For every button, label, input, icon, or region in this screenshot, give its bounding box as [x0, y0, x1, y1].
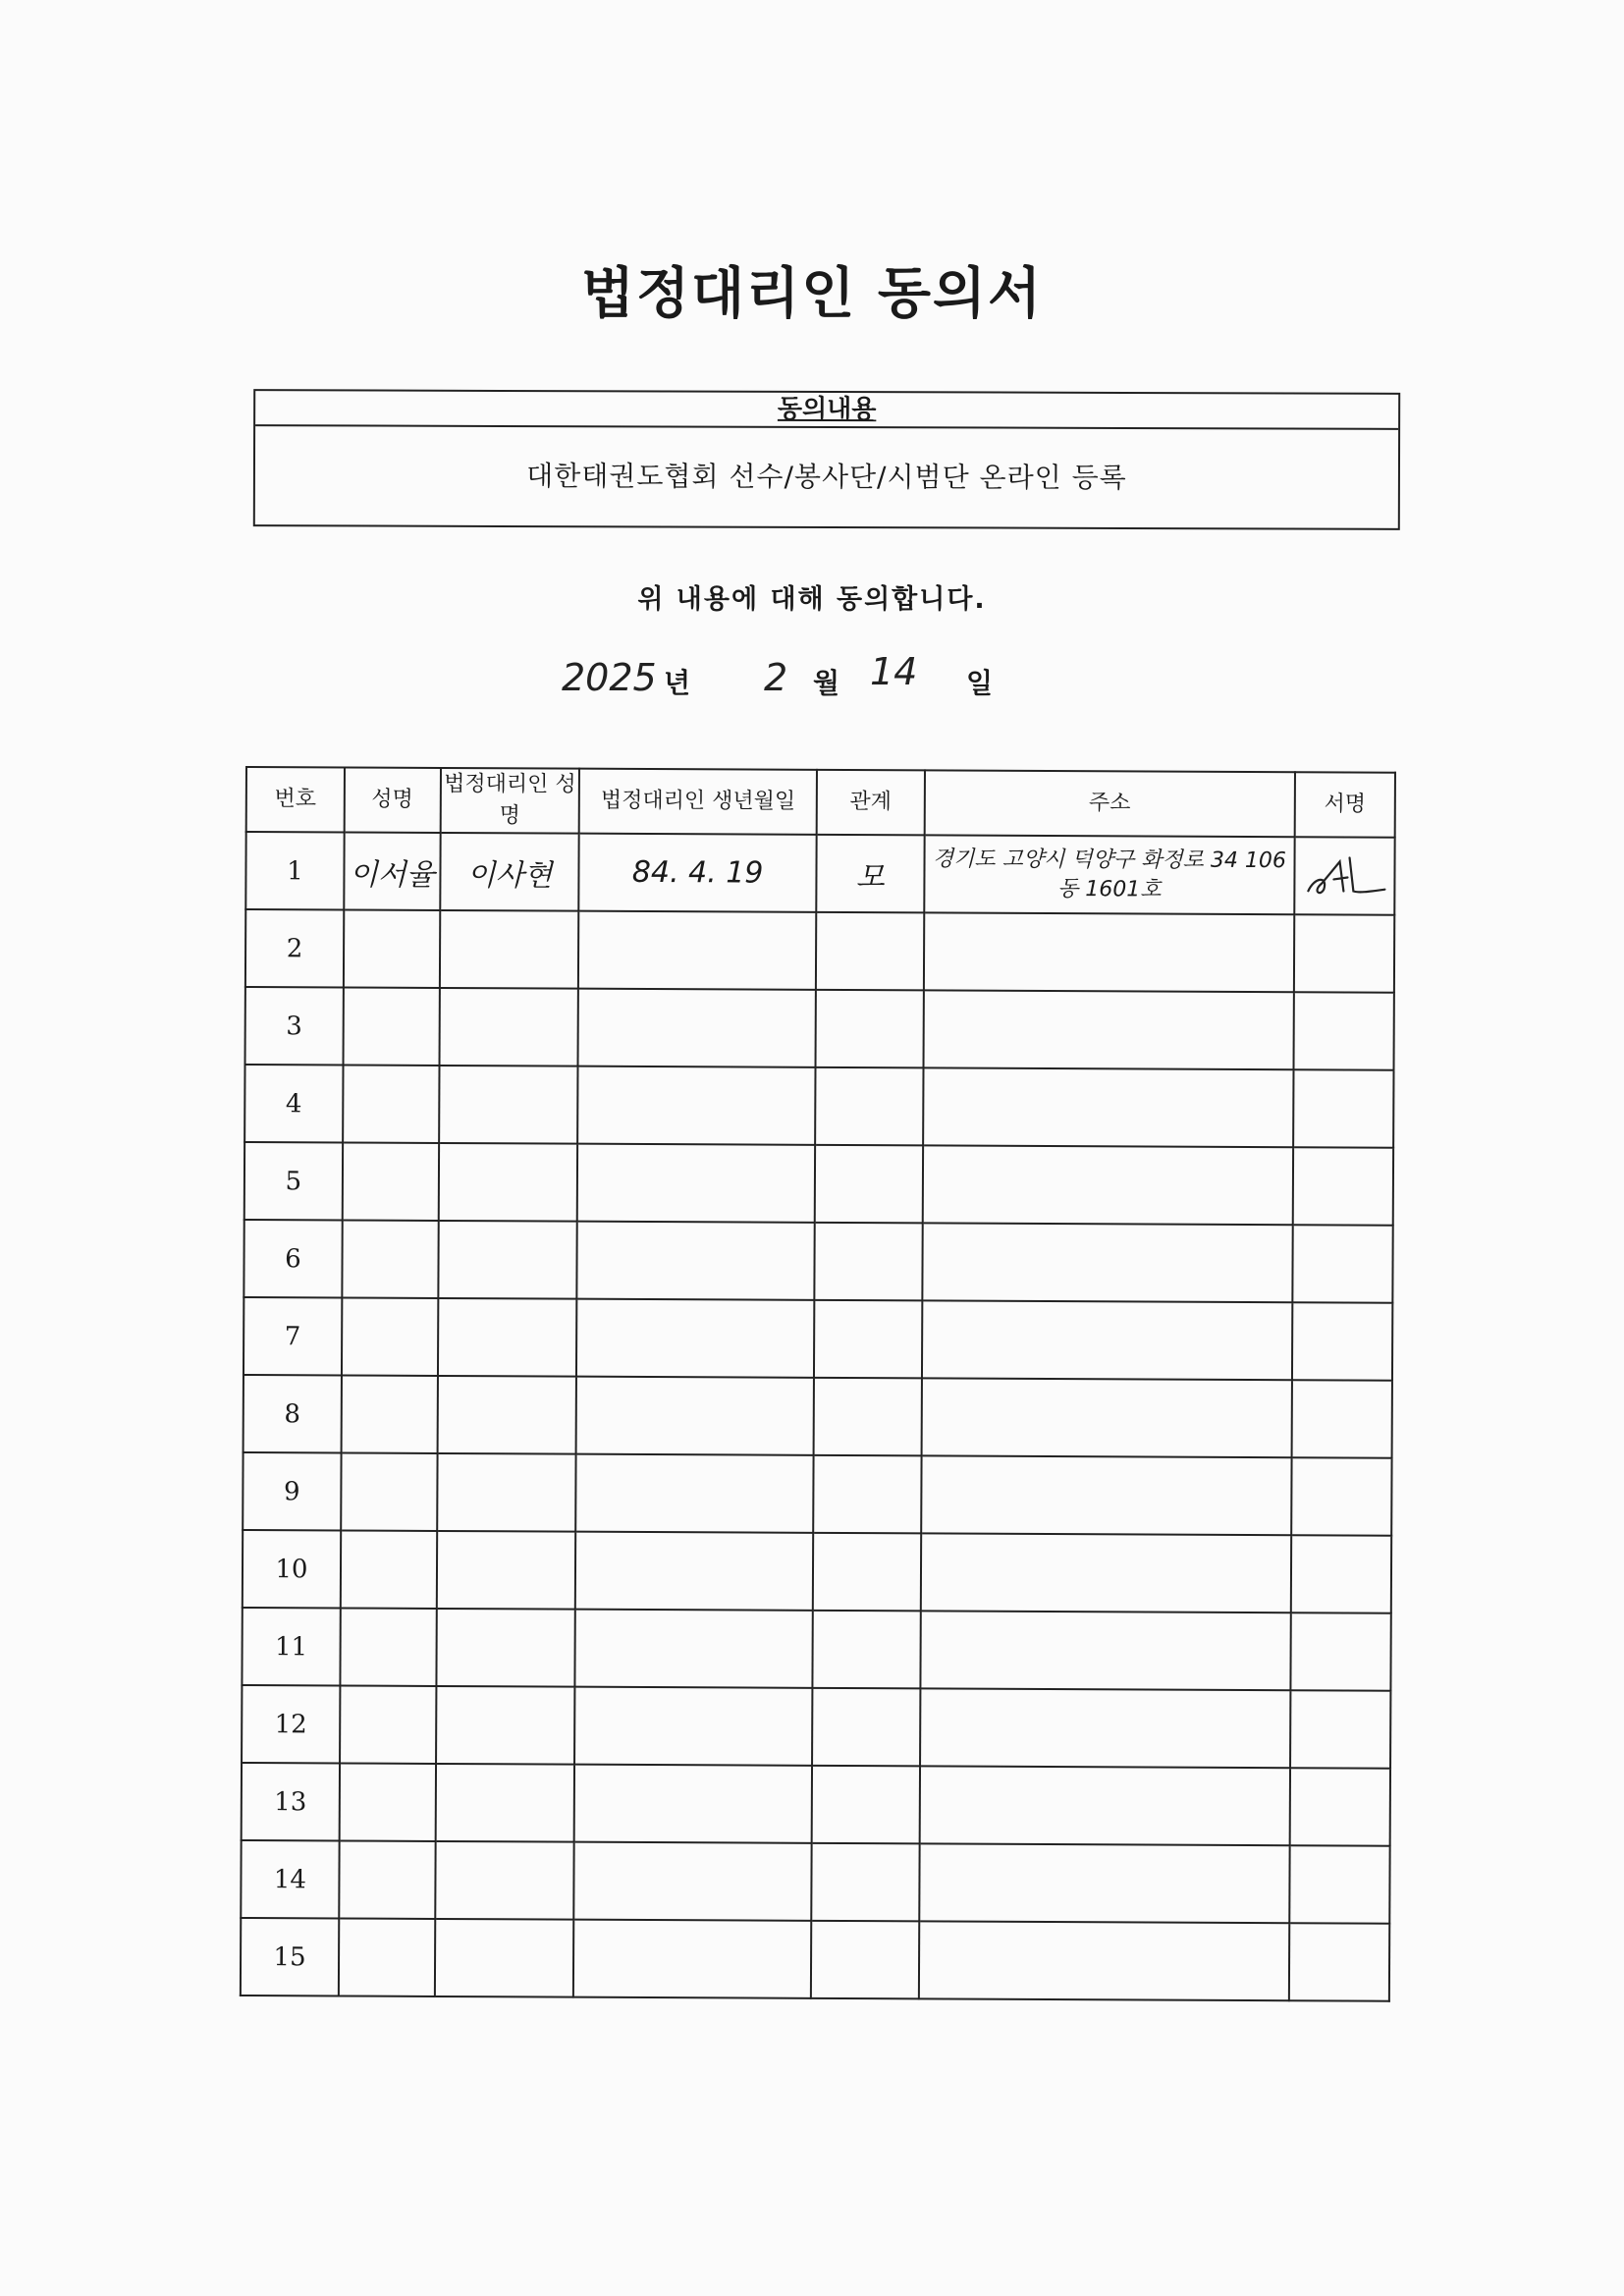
- cell-signature: [1289, 1923, 1389, 2000]
- cell-guardian-birth: [576, 1377, 814, 1455]
- cell-address: [921, 1378, 1292, 1457]
- consent-header: [255, 391, 1398, 430]
- cell-number: 4: [244, 1065, 343, 1142]
- cell-guardian-name: [436, 1531, 575, 1610]
- cell-address: [919, 1921, 1290, 2000]
- table-row: [244, 1065, 1393, 1148]
- cell-guardian-birth: [578, 911, 816, 990]
- cell-name: [341, 1530, 437, 1608]
- date-year-unit: 년: [664, 667, 691, 699]
- cell-guardian-birth: [577, 1144, 815, 1223]
- cell-signature: [1293, 1147, 1393, 1225]
- cell-guardian-name: [435, 1764, 574, 1842]
- col-header-relation: 관계: [817, 770, 925, 836]
- cell-relation: [815, 1067, 923, 1146]
- table-row: [244, 1220, 1392, 1303]
- consent-header-label: 동의내용: [777, 394, 877, 425]
- cell-address: [922, 1300, 1293, 1380]
- document-title: 법정대리인 동의서: [580, 262, 1044, 326]
- cell-guardian-birth: [576, 1454, 814, 1533]
- cell-number: 2: [245, 909, 344, 987]
- cell-name: [342, 1297, 438, 1375]
- table-row: [242, 1763, 1390, 1846]
- cell-relation: [813, 1533, 921, 1612]
- cell-address: [922, 1223, 1293, 1302]
- cell-number: 7: [244, 1297, 342, 1375]
- cell-guardian-name: [438, 1298, 577, 1377]
- cell-number: 13: [242, 1763, 340, 1840]
- cell-guardian-name: [436, 1609, 575, 1687]
- cell-relation: [811, 1843, 919, 1922]
- cell-guardian-name: [439, 1066, 578, 1144]
- cell-name: [339, 1840, 435, 1918]
- cell-signature: [1290, 1768, 1390, 1845]
- cell-guardian-birth: [577, 1222, 815, 1300]
- cell-name: [343, 987, 439, 1065]
- date-day: 14: [870, 650, 918, 693]
- cell-guardian-birth: [575, 1610, 813, 1688]
- cell-signature: [1293, 992, 1393, 1069]
- table-row: [244, 1375, 1392, 1458]
- cell-relation: [814, 1378, 922, 1456]
- cell-guardian-name: [437, 1453, 576, 1532]
- agreement-statement: 위 내용에 대해 동의합니다.: [637, 584, 987, 615]
- cell-name: [343, 1065, 439, 1142]
- cell-address: [921, 1455, 1292, 1535]
- cell-signature: [1291, 1535, 1391, 1613]
- table-row: [244, 1142, 1393, 1226]
- cell-guardian-name: [438, 1143, 577, 1222]
- date-line: [0, 650, 1624, 715]
- cell-address: [922, 1145, 1293, 1225]
- cell-guardian-name: [438, 1221, 577, 1299]
- date-day-unit: 일: [966, 667, 994, 699]
- cell-relation: 모: [816, 835, 924, 913]
- cell-address: [920, 1611, 1291, 1690]
- consent-box: [253, 389, 1400, 530]
- handwritten-signature: [1300, 851, 1388, 901]
- cell-relation: [815, 990, 923, 1068]
- cell-name: [340, 1685, 436, 1763]
- date-month-unit: 월: [813, 667, 840, 699]
- cell-signature: [1290, 1690, 1390, 1768]
- col-header-guardian-name: 법정대리인 성명: [440, 768, 579, 834]
- cell-address: [923, 990, 1294, 1069]
- cell-guardian-name: [440, 910, 579, 989]
- cell-guardian-name: [439, 988, 578, 1066]
- cell-number: 5: [244, 1142, 343, 1220]
- table-row: [242, 1608, 1390, 1691]
- cell-guardian-birth: [573, 1920, 811, 1998]
- col-header-signature: 서명: [1295, 772, 1395, 837]
- cell-address: [921, 1533, 1292, 1613]
- table-row: [245, 909, 1394, 993]
- cell-guardian-birth: [574, 1765, 812, 1843]
- cell-guardian-name: [437, 1376, 576, 1454]
- cell-relation: [816, 912, 924, 991]
- cell-number: 6: [244, 1220, 342, 1297]
- table-row: [243, 1530, 1391, 1613]
- cell-name: [342, 1220, 438, 1297]
- cell-guardian-birth: 84. 4. 19: [579, 834, 817, 912]
- table-row: [241, 1918, 1389, 2001]
- cell-number: 9: [243, 1452, 341, 1530]
- cell-guardian-birth: [574, 1842, 812, 1921]
- cell-relation: [812, 1688, 920, 1767]
- cell-name: [339, 1918, 435, 1995]
- cell-number: 8: [244, 1375, 342, 1452]
- table-row: [242, 1685, 1390, 1769]
- cell-guardian-birth: [578, 989, 816, 1067]
- col-header-address: 주소: [924, 770, 1295, 837]
- cell-name: [343, 1142, 439, 1220]
- cell-relation: [812, 1611, 920, 1689]
- cell-name: [340, 1608, 436, 1685]
- cell-number: 12: [242, 1685, 340, 1763]
- table-row: [245, 987, 1394, 1070]
- table-row: [243, 1452, 1391, 1536]
- cell-relation: [812, 1766, 920, 1844]
- cell-address: 경기도 고양시 덕양구 화정로 34 106동 1601호: [924, 835, 1295, 914]
- cell-address: [923, 1067, 1294, 1147]
- cell-guardian-name: [435, 1919, 574, 1997]
- date-month: 2: [764, 656, 788, 699]
- cell-number: 14: [241, 1840, 339, 1918]
- cell-signature: [1294, 914, 1394, 992]
- cell-number: 3: [245, 987, 344, 1065]
- cell-relation: [813, 1455, 921, 1534]
- cell-number: 15: [241, 1918, 339, 1995]
- table-header-row: [246, 767, 1395, 838]
- table-body: [241, 832, 1395, 2001]
- cell-guardian-birth: [574, 1687, 812, 1766]
- cell-number: 10: [243, 1530, 341, 1608]
- cell-guardian-name: 이사현: [440, 833, 579, 911]
- cell-guardian-name: [436, 1686, 575, 1765]
- cell-name: [341, 1375, 437, 1452]
- cell-address: [919, 1843, 1290, 1923]
- cell-guardian-birth: [576, 1299, 814, 1378]
- cell-guardian-name: [435, 1841, 574, 1920]
- guardian-table: [240, 766, 1396, 2002]
- cell-name: 이서율: [344, 832, 440, 909]
- cell-signature: [1293, 1069, 1393, 1147]
- col-header-name: 성명: [345, 767, 441, 832]
- cell-signature: [1292, 1380, 1392, 1457]
- cell-number: 11: [242, 1608, 340, 1685]
- table-row: [245, 832, 1394, 915]
- cell-name: [344, 909, 440, 987]
- cell-address: [924, 912, 1295, 992]
- cell-name: [341, 1452, 437, 1530]
- cell-relation: [815, 1145, 923, 1224]
- consent-content: 대한태권도협회 선수/봉사단/시범단 온라인 등록: [526, 460, 1127, 494]
- cell-signature: [1289, 1845, 1389, 1923]
- cell-relation: [814, 1223, 922, 1301]
- col-header-guardian-birth: 법정대리인 생년월일: [579, 769, 817, 835]
- cell-relation: [811, 1921, 919, 1999]
- cell-address: [920, 1688, 1291, 1768]
- cell-signature: [1290, 1613, 1390, 1690]
- cell-signature: [1292, 1225, 1392, 1302]
- table-row: [244, 1297, 1392, 1381]
- cell-guardian-birth: [578, 1066, 816, 1145]
- cell-guardian-birth: [575, 1532, 813, 1611]
- cell-number: 1: [245, 832, 344, 909]
- col-header-number: 번호: [246, 767, 345, 832]
- cell-signature: [1291, 1457, 1391, 1535]
- cell-address: [919, 1766, 1290, 1845]
- cell-relation: [814, 1300, 922, 1379]
- cell-signature: [1292, 1302, 1392, 1380]
- cell-signature: [1294, 837, 1394, 914]
- cell-name: [339, 1763, 435, 1840]
- date-year: 2025: [562, 656, 657, 699]
- table-row: [241, 1840, 1389, 1924]
